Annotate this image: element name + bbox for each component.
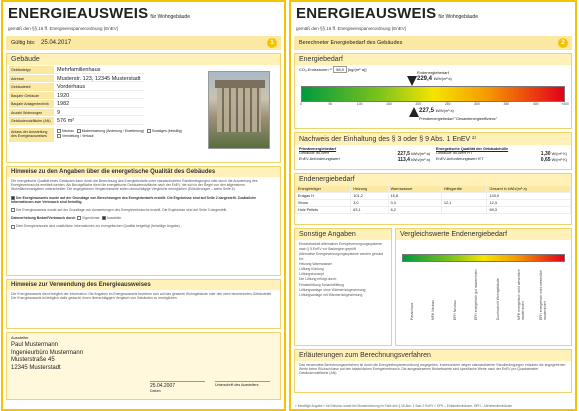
comparison-label: EFH Neubau	[452, 300, 457, 320]
table-cell: Holz Pellets	[296, 207, 351, 214]
comparison-label: Durchschnitt Wohngebäude	[495, 278, 500, 320]
energy-demand-section: Energiebedarf CO₂-Emissionen ¹⁾ 58,9 [kg/(m²·a)] Endenergiebedarf 229,4 kWh/(m²·a) 0 50 100 150 200 250 300 350 400 >400 227,5 kWh/(m²·a) Primärenergiebedarf "Gesamtenergieeffizienz"	[294, 53, 572, 129]
primary-proof: Primärenergiebedarf Gebäude Ist-Wert 227,5 kWh/(m²·a) EnEV-Anforderungswert 113,4 kWh/(m²·a)	[299, 147, 430, 163]
section-heading: Gebäude	[7, 54, 280, 65]
other-info-line: Lüftungsanlage mit Wärmerückgewinnung	[299, 293, 363, 298]
document-subtitle: gemäß den §§ 16 ff. Energieeinsparverordnung (EnEV)	[8, 26, 119, 31]
row-value: 9	[54, 109, 144, 117]
table-header: Heizung	[351, 186, 388, 193]
scale-tick: 350	[503, 102, 510, 106]
usage-section	[6, 279, 281, 329]
table-cell: 143,9	[487, 193, 571, 200]
row-label: Gebäudeteil	[9, 83, 54, 91]
scale-tick: 400	[532, 102, 539, 106]
document-title: ENERGIEAUSWEIS für Wohngebäude	[8, 5, 190, 22]
table-cell	[441, 207, 487, 214]
checkbox[interactable]	[77, 129, 81, 133]
document-subtitle: gemäß den §§ 16 ff. Energieeinsparverordnung (EnEV)	[296, 26, 407, 31]
section-heading: Sonstige Angaben	[295, 229, 391, 240]
scale-tick: 250	[444, 102, 451, 106]
page-number-badge: 1	[267, 38, 277, 48]
checkbox[interactable]	[57, 134, 61, 138]
table-header: Hilfsgeräte	[441, 186, 487, 193]
primary-energy-arrow	[409, 107, 419, 117]
row-value: 1982	[54, 100, 144, 108]
reason-row: Anlass der Ausstellung des Energieausweises Neubau Modernisierung (Änderung / Erweiterung) Sonstiges (freiwillig) Vermietung / Verkauf	[9, 128, 278, 142]
checkbox[interactable]	[57, 129, 61, 133]
page-number-badge: 2	[558, 38, 568, 48]
final-energy-table	[295, 185, 571, 214]
section-heading: Vergleichswerte Endenergiebedarf	[396, 229, 571, 240]
hints-section: Hinweise zu den Angaben über die energetische Qualität des Gebäudes Die energetische Qualität eines Gebäudes kann durch die Berechnung des Energiebedarfs unter standardisierten Randbedingungen oder durch die Auswertung des Energieverbrauchs ermittelt werden. Als Bezugsfläche dient die energetische Gebäudenutzfläche nach der EnEV, die sich in der Regel von den allgemeinen Wohnflächenangaben unterscheidet. Die angegebenen Vergleichswerte sollen überschlägige Vergleiche ermöglichen (Erläuterungen – siehe Seite 4). Der Energieausweis wurde auf der Grundlage von Berechnungen des Energiebedarfs erstellt. Die Ergebnisse sind auf Seite 2 dargestellt. Zusätzliche Informationen zum Verbrauch sind freiwillig. Der Energieausweis wurde auf der Grundlage von Auswertungen des Energieverbrauchs erstellt. Die Ergebnisse sind auf Seite 3 dargestellt. Datenerhebung Bedarf/Verbrauch durch Eigentümer Aussteller Dem Energieausweis sind zusätzliche Informationen zur energetischen Qualität beigefügt (freiwillige Angabe).	[6, 166, 281, 276]
section-heading: Energiebedarf	[295, 54, 571, 65]
section-heading: Hinweise zu den Angaben über die energetische Qualität des Gebäudes	[7, 167, 280, 177]
table-cell: 6,2	[388, 207, 441, 214]
other-info-line: Alternative Energieversorgungssysteme werden genutzt für:	[299, 252, 384, 261]
final-energy-section	[294, 173, 572, 225]
signature-block: 25.04.2007 Datum Unterschrift des Ausstellers	[146, 379, 274, 395]
comparison-label: MFH Neubau	[431, 299, 436, 320]
comparison-label: EFH energetisch nicht wesentlich modernisiert	[538, 269, 547, 320]
scale-tick: 200	[415, 102, 422, 106]
table-row	[296, 200, 571, 207]
other-info-section	[294, 228, 392, 346]
issuer-section	[6, 332, 281, 400]
table-header: Warmwasser	[388, 186, 441, 193]
row-value: Vorderhaus	[54, 83, 144, 91]
table-cell	[441, 193, 487, 200]
other-info-line: Fensterlüftung Schachtlüftung	[299, 282, 345, 287]
page-band	[294, 36, 572, 50]
page-header	[291, 2, 575, 36]
comparison-label: EFH energetisch gut modernisiert	[474, 269, 479, 320]
table-row	[296, 193, 571, 200]
other-info-line: Heizung Warmwasser	[299, 261, 333, 266]
checkbox[interactable]	[147, 129, 151, 133]
row-label: Gebäudenutzfläche (AN)	[9, 117, 54, 125]
building-photo	[208, 71, 270, 149]
other-info-line: Lüftungsanlage ohne Wärmerückgewinnung	[299, 287, 366, 292]
primary-energy-value: 227,5	[419, 108, 435, 114]
end-energy-arrow	[407, 76, 417, 86]
scale-tick: 300	[474, 102, 480, 106]
table-cell: Strom	[296, 200, 351, 207]
row-value: Musterstr. 123, 12345 Musterstadt	[54, 75, 144, 83]
other-info-line: Lüftungskonzept	[299, 272, 324, 277]
primary-energy-label: Primärenergiebedarf "Gesamtenergieeffizienz"	[419, 117, 498, 121]
energy-certificate-page-2	[289, 0, 577, 411]
comparison-scale	[402, 254, 565, 262]
proof-section	[294, 132, 572, 170]
comparison-label: Passivhaus	[410, 302, 414, 320]
scale-tick: 50	[328, 102, 333, 106]
energy-scale	[301, 86, 565, 102]
other-info-line: Lüftung Kühlung	[299, 267, 324, 272]
band-title: Berechneter Energiebedarf des Gebäudes	[299, 40, 403, 46]
other-info-line: Die Lüftung erfolgt durch:	[299, 277, 338, 282]
issuer-address: Paul Mustermann Ingenieurbüro Mustermann Musterstraße 45 12345 Musterstadt	[11, 342, 84, 371]
end-energy-value: 229,4	[417, 76, 433, 82]
signature-label: Unterschrift des Ausstellers	[215, 381, 270, 393]
section-heading: Hinweise zur Verwendung des Energieausweises	[7, 280, 280, 290]
document-title: ENERGIEAUSWEIS für Wohngebäude	[296, 5, 478, 22]
checkbox[interactable]	[11, 208, 15, 212]
row-label: Baujahr Gebäude	[9, 92, 54, 100]
table-cell: 3,0	[351, 200, 388, 207]
end-energy-label: Endenergiebedarf	[417, 70, 449, 75]
other-info-line: nach § 5 EnEV vor Baubeginn geprüft	[299, 247, 356, 252]
table-cell: 63,1	[351, 207, 388, 214]
envelope-proof: Energetische Qualität der Gebäudehülle Gebäude Ist-Wert H'T 1,30 W/(m²·K) EnEV-Anforderungswert H'T 0,65 W/(m²·K)	[436, 147, 567, 163]
other-info-line: Einsetzbarkeit alternativer Energieversorgungssysteme	[299, 242, 382, 246]
row-value: 1920	[54, 92, 144, 100]
validity-band	[6, 36, 281, 50]
table-cell: 69,3	[487, 207, 571, 214]
row-label: Baujahr Anlagentechnik	[9, 100, 54, 108]
scale-tick: 150	[386, 102, 392, 106]
hints-text: Die energetische Qualität eines Gebäudes kann durch die Berechnung des Energiebedarfs unter standardisierten Randbedingungen oder durch die Auswertung des Energieverbrauchs ermittelt werden. Als Bezugsfläche dient die energetische Gebäudenutzfläche nach der EnEV, die sich in der Regel von den allgemeinen Wohnflächenangaben unterscheidet. Die angegebenen Vergleichswerte sollen überschlägige Vergleiche ermöglichen (Erläuterungen – siehe Seite 4).	[11, 179, 258, 192]
table-cell: 12,1	[441, 200, 487, 207]
building-section	[6, 53, 281, 163]
row-label: Adresse	[9, 75, 54, 83]
row-label: Anzahl Wohnungen	[9, 109, 54, 117]
section-heading: Nachweis der Einhaltung des § 3 oder § 9 Abs. 1 EnEV ²⁾	[295, 133, 571, 145]
scale-tick: 100	[356, 102, 363, 106]
row-value: Mehrfamilienhaus	[54, 66, 144, 74]
comparison-section	[395, 228, 572, 346]
table-cell: 15,8	[388, 193, 441, 200]
scale-tick: 0	[300, 102, 302, 106]
scale-tick: >400	[561, 102, 569, 106]
energy-certificate-page-1	[1, 0, 286, 411]
table-cell: Erdgas H	[296, 193, 351, 200]
section-heading: Erläuterungen zum Berechnungsverfahren	[295, 350, 571, 361]
valid-date: 25.04.2017	[41, 40, 72, 46]
valid-label: Gültig bis:	[11, 40, 36, 46]
checkbox[interactable]	[77, 216, 81, 220]
checkbox[interactable]	[11, 225, 15, 229]
row-label: Gebäudetyp	[9, 66, 54, 74]
checkbox-checked[interactable]	[102, 216, 106, 220]
page-header	[3, 2, 284, 36]
table-cell: 0,3	[388, 200, 441, 207]
table-header: Gesamt in kWh/(m²·a)	[487, 186, 571, 193]
issuer-label: Aussteller	[11, 335, 29, 340]
explanation-text: Das verwendete Berechnungsverfahren ist durch die Energieeinsparverordnung vorgegeben. Insbesondere wegen standardisierter Randbedingungen erlauben die angegebenen Werte keine Rückschlüsse auf den tatsächlichen Energieverbrauch. Die ausgewiesenen Bedarfswerte sind spezifische Werte nach der EnEV pro Quadratmeter Gebäudenutzfläche (AN).	[299, 363, 566, 376]
co2-value: 58,9	[333, 66, 347, 73]
section-heading: Endenergiebedarf	[295, 174, 571, 185]
comparison-label: MFH energetisch nicht wesentlich modernisiert	[517, 269, 526, 320]
table-cell: 101,2	[351, 193, 388, 200]
table-header: Energieträger	[296, 186, 351, 193]
usage-text: Der Energieausweis dient lediglich der Information. Die Angaben im Energieausweis beziehen sich auf das gesamte Wohngebäude oder den oben bezeichneten Gebäudeteil. Der Energieausweis ist lediglich dafür gedacht, einen überschlägigen Vergleich von Gebäuden zu ermöglichen.	[11, 292, 272, 301]
row-value: 576 m²	[54, 117, 144, 125]
footnote: ¹⁾ freiwillige Angabe ²⁾ bei Neubau sowie bei Modernisierung im Falle des § 16 Abs. 1 Satz 2 EnEV ³⁾ EFH – Einfamilienhäuser, MFH – Mehrfamilienhäuser	[295, 404, 513, 408]
table-cell: 12,3	[487, 200, 571, 207]
issue-date: 25.04.2007	[150, 383, 176, 389]
table-row	[296, 207, 571, 214]
explanation-section	[294, 349, 572, 393]
